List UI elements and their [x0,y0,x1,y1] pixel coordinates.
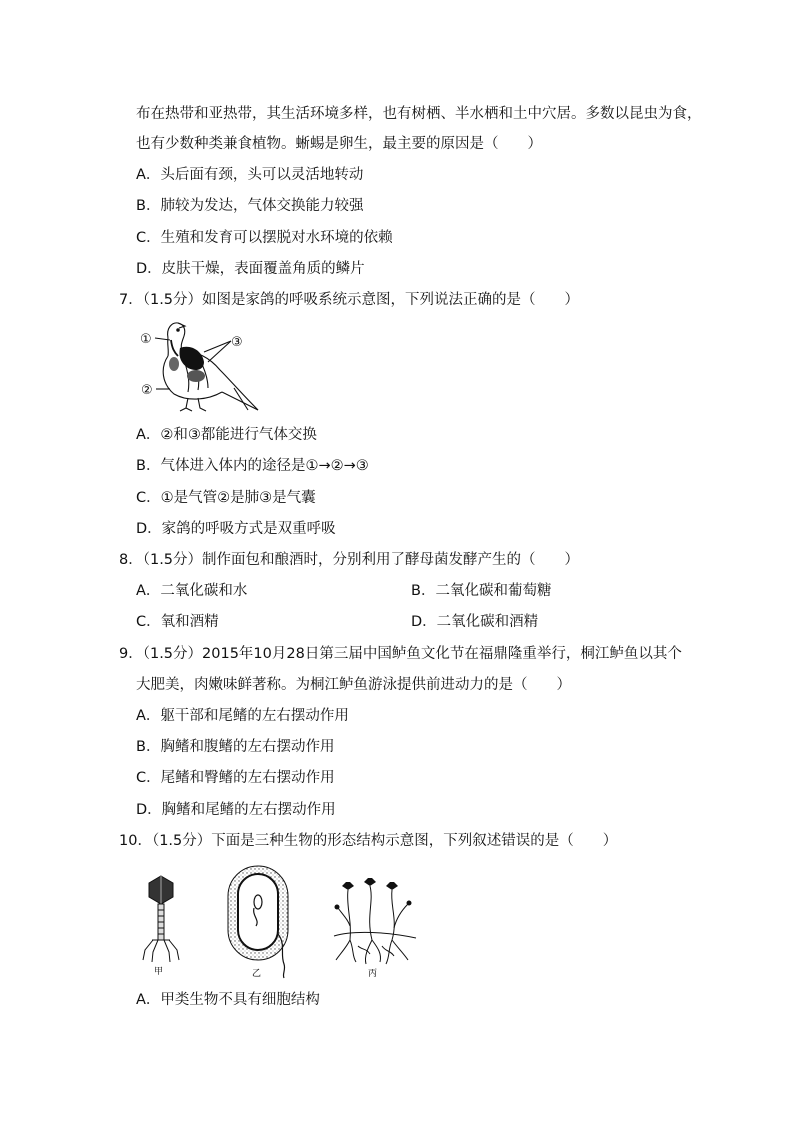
q9-option-c: C．尾鳍和臀鳍的左右摆动作用 [136,770,335,786]
q7-option-a: A．②和③都能进行气体交换 [136,427,317,443]
caption-bing: 丙 [368,969,378,979]
figure-bacterium [222,860,298,980]
q6-option-d: D．皮肤干燥，表面覆盖角质的鳞片 [136,261,365,277]
q7-stem: 7．（1.5分）如图是家鸽的呼吸系统示意图，下列说法正确的是（ ） [119,292,580,308]
q9-stem-line1: 9．（1.5分）2015年10月28日第三届中国鲈鱼文化节在福鼎隆重举行，桐江鲈鱼以其个 [119,646,682,662]
figure-label-1: ① [140,332,152,347]
q6-option-b: B．肺较为发达，气体交换能力较强 [136,198,364,214]
q8-option-a: A．二氧化碳和水 [136,583,248,599]
q10-stem: 10．（1.5分）下面是三种生物的形态结构示意图，下列叙述错误的是（ ） [119,833,618,849]
q7-option-d: D．家鸽的呼吸方式是双重呼吸 [136,521,336,537]
q9-option-a: A．躯干部和尾鳍的左右摆动作用 [136,708,349,724]
figure-label-3: ③ [231,335,243,350]
q10-option-a: A．甲类生物不具有细胞结构 [136,992,320,1008]
q9-option-b: B．胸鳍和腹鳍的左右摆动作用 [136,739,335,755]
caption-yi: 乙 [252,969,262,979]
q8-option-b: B．二氧化碳和葡萄糖 [411,583,552,599]
figure-virus [140,874,182,978]
q8-stem: 8．（1.5分）制作面包和酿酒时，分别利用了酵母菌发酵产生的（ ） [119,552,580,568]
q9-option-d: D．胸鳍和尾鳍的左右摆动作用 [136,802,336,818]
q9-stem-line2: 大肥美，肉嫩味鲜著称。为桐江鲈鱼游泳提供前进动力的是（ ） [136,677,571,693]
q6-stem-line2: 也有少数种类兼食植物。蜥蜴是卵生，最主要的原因是（ ） [136,136,542,152]
pigeon-respiratory-figure [138,318,262,414]
q8-option-c: C．氧和酒精 [136,614,219,630]
caption-jia: 甲 [154,967,164,977]
q6-option-c: C．生殖和发育可以摆脱对水环境的依赖 [136,230,393,246]
q6-option-a: A．头后面有颈，头可以灵活地转动 [136,167,364,183]
q8-option-d: D．二氧化碳和酒精 [411,614,539,630]
figure-label-2: ② [141,383,153,398]
q7-option-c: C．①是气管②是肺③是气囊 [136,490,316,506]
q7-option-b: B．气体进入体内的途径是①→②→③ [136,458,369,474]
q6-stem-line1: 布在热带和亚热带，其生活环境多样，也有树栖、半水栖和土中穴居。多数以昆虫为食， [136,106,702,122]
figure-mold [328,876,420,980]
